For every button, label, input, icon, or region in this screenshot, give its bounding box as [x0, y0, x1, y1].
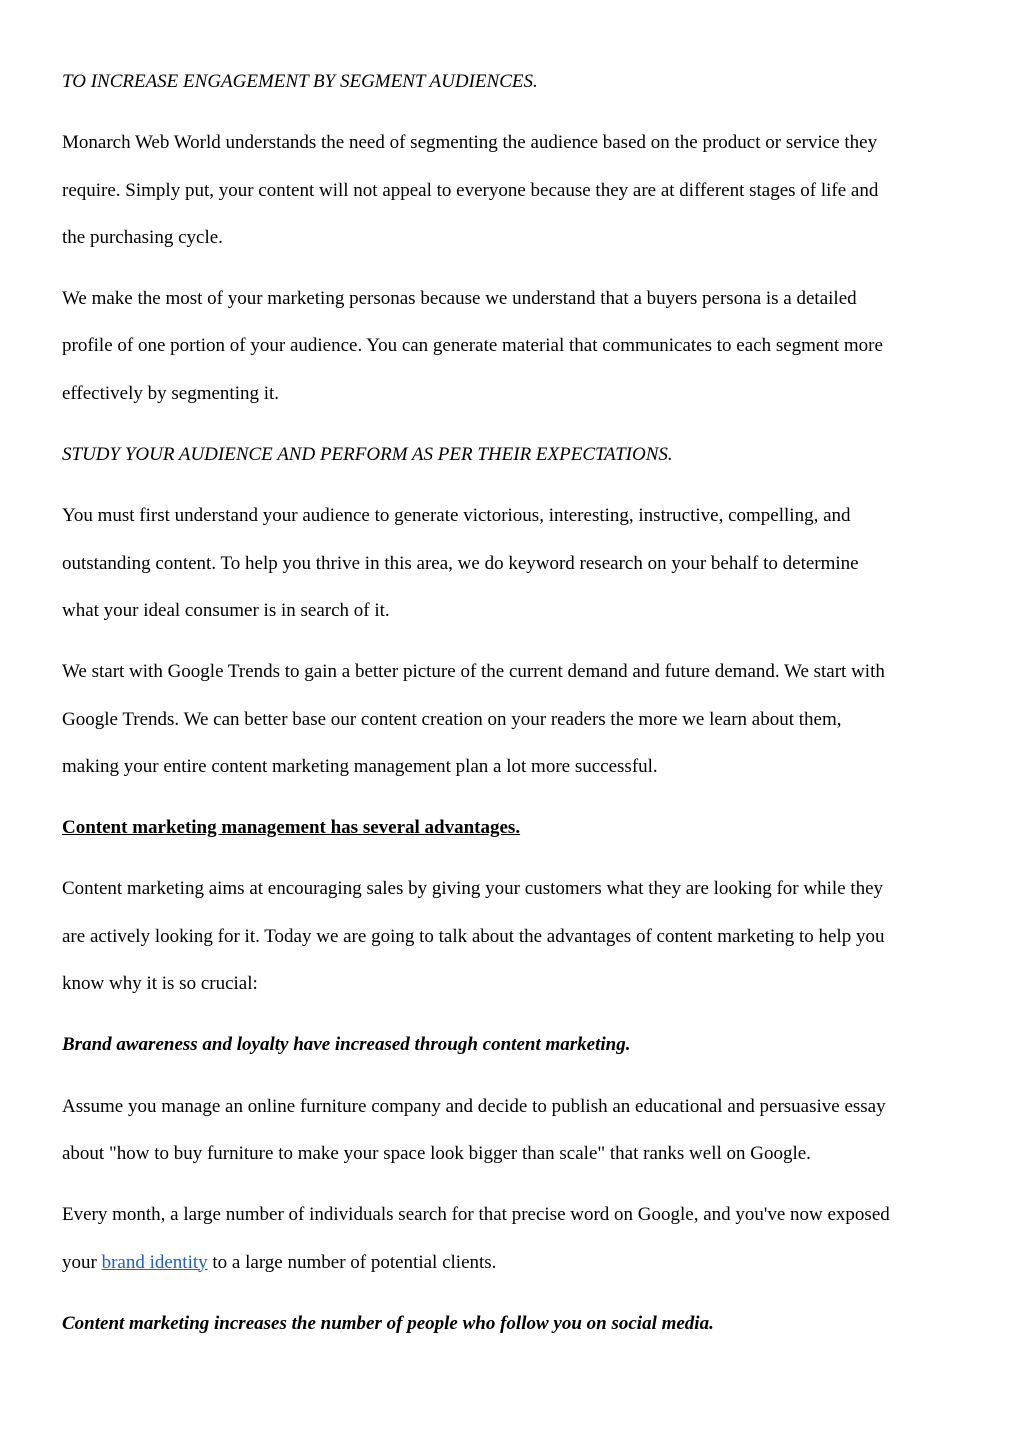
document-page: [62, 58, 967, 1361]
text-line: We make the most of your marketing personas because we understand that a buyers persona is a detailed: [62, 288, 857, 310]
text-line: require. Simply put, your content will not appeal to everyone because they are at different stages of life and: [62, 179, 879, 201]
text-line: are actively looking for it. Today we are going to talk about the advantages of content marketing to help you: [62, 925, 885, 947]
text-line: know why it is so crucial:: [62, 973, 258, 995]
subheading-brand-awareness: Brand awareness and loyalty have increased through content marketing.: [62, 1034, 631, 1056]
paragraph-furniture-example: [62, 1083, 967, 1178]
text-fragment: your: [62, 1251, 102, 1273]
paragraph-content-marketing-aims: [62, 865, 967, 1007]
paragraph-understand-audience: [62, 492, 967, 634]
text-line: Google Trends. We can better base our content creation on your readers the more we learn about them,: [62, 708, 842, 730]
text-line-with-link: [62, 1239, 967, 1286]
paragraph-google-trends: [62, 648, 967, 790]
text-line: effectively by segmenting it.: [62, 382, 280, 404]
subheading-social-media: Content marketing increases the number of people who follow you on social media.: [62, 1312, 714, 1334]
text-line: Content marketing aims at encouraging sales by giving your customers what they are looking for while they: [62, 878, 884, 900]
section-heading-advantages: Content marketing management has several advantages.: [62, 817, 521, 839]
text-line: making your entire content marketing management plan a lot more successful.: [62, 755, 658, 777]
brand-identity-link[interactable]: brand identity: [101, 1251, 208, 1273]
paragraph-segmenting-audience: [62, 119, 967, 261]
text-line: profile of one portion of your audience. You can generate material that communicates to each segment more: [62, 335, 883, 357]
paragraph-marketing-personas: [62, 275, 967, 417]
paragraph-search-exposure: [62, 1191, 967, 1286]
text-line: the purchasing cycle.: [62, 226, 223, 248]
text-line: Assume you manage an online furniture company and decide to publish an educational and persuasive essay: [62, 1095, 886, 1117]
text-line: You must first understand your audience to generate victorious, interesting, instructive, compelling, and: [62, 505, 851, 527]
text-fragment: to a large number of potential clients.: [207, 1251, 497, 1273]
text-line: outstanding content. To help you thrive in this area, we do keyword research on your behalf to determine: [62, 552, 859, 574]
text-line: about "how to buy furniture to make your space look bigger than scale" that ranks well on Google.: [62, 1142, 811, 1164]
text-line: Monarch Web World understands the need of segmenting the audience based on the product or service they: [62, 132, 878, 154]
text-line: We start with Google Trends to gain a better picture of the current demand and future demand. We start with: [62, 661, 885, 683]
section-heading-segment-audiences: TO INCREASE ENGAGEMENT BY SEGMENT AUDIENCES.: [62, 71, 538, 92]
text-line: Every month, a large number of individuals search for that precise word on Google, and you've now exposed: [62, 1204, 890, 1226]
text-line: what your ideal consumer is in search of it.: [62, 599, 390, 621]
section-heading-study-audience: STUDY YOUR AUDIENCE AND PERFORM AS PER THEIR EXPECTATIONS.: [62, 444, 673, 466]
